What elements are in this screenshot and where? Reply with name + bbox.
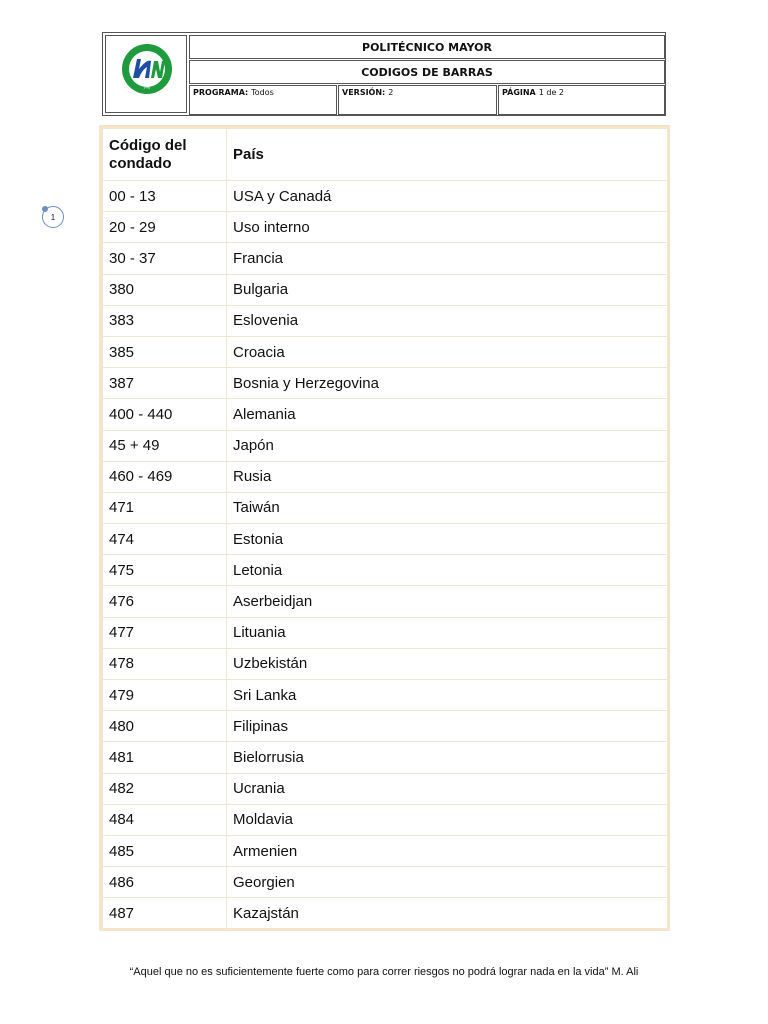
table-row	[103, 243, 668, 274]
country-cell: Uzbekistán	[227, 648, 668, 679]
table-row	[103, 680, 668, 711]
country-cell: Alemania	[227, 399, 668, 430]
code-cell: 480	[103, 711, 227, 742]
code-cell: 474	[103, 524, 227, 555]
footer-quote: “Aquel que no es suficientemente fuerte como para correr riesgos no podrá lograr nada en la vida” M. Ali	[129, 966, 639, 978]
logo-cell	[105, 35, 187, 113]
programa-label: PROGRAMA:	[193, 88, 249, 97]
table-row	[103, 399, 668, 430]
country-cell: Francia	[227, 243, 668, 274]
country-cell: Moldavia	[227, 804, 668, 835]
table-row	[103, 305, 668, 336]
country-cell: Bosnia y Herzegovina	[227, 368, 668, 399]
comment-dot-icon	[42, 206, 48, 212]
document-subtitle: CODIGOS DE BARRAS	[189, 60, 665, 84]
svg-text:PM: PM	[144, 85, 150, 90]
comment-number: 1	[50, 212, 56, 222]
code-cell: 45 + 49	[103, 430, 227, 461]
country-cell: Uso interno	[227, 212, 668, 243]
country-cell: Eslovenia	[227, 305, 668, 336]
code-cell: 460 - 469	[103, 461, 227, 492]
code-cell: 484	[103, 804, 227, 835]
code-cell: 476	[103, 586, 227, 617]
code-cell: 20 - 29	[103, 212, 227, 243]
code-cell: 478	[103, 648, 227, 679]
country-code-table	[99, 125, 670, 931]
country-cell: Bielorrusia	[227, 742, 668, 773]
column-header-code: Código del condado	[103, 129, 227, 181]
table-row	[103, 336, 668, 367]
country-cell: Rusia	[227, 461, 668, 492]
country-cell: Armenien	[227, 835, 668, 866]
country-cell: Estonia	[227, 524, 668, 555]
table-row	[103, 524, 668, 555]
programa-cell	[189, 85, 337, 115]
comment-marker[interactable]	[42, 206, 64, 228]
table-row	[103, 898, 668, 929]
table-row	[103, 648, 668, 679]
table-row	[103, 617, 668, 648]
pagina-value: 1 de 2	[538, 88, 565, 97]
code-cell: 482	[103, 773, 227, 804]
document-title: POLITÉCNICO MAYOR	[189, 35, 665, 59]
code-cell: 477	[103, 617, 227, 648]
code-cell: 481	[103, 742, 227, 773]
country-cell: Aserbeidjan	[227, 586, 668, 617]
country-cell: USA y Canadá	[227, 181, 668, 212]
country-cell: Letonia	[227, 555, 668, 586]
pagina-cell	[498, 85, 665, 115]
country-cell: Filipinas	[227, 711, 668, 742]
table-row	[103, 773, 668, 804]
country-cell: Georgien	[227, 867, 668, 898]
code-cell: 475	[103, 555, 227, 586]
document-header	[102, 32, 666, 116]
code-cell: 387	[103, 368, 227, 399]
column-header-country: País	[227, 129, 668, 181]
version-value: 2	[388, 88, 394, 97]
country-cell: Bulgaria	[227, 274, 668, 305]
table-row	[103, 368, 668, 399]
country-cell: Croacia	[227, 336, 668, 367]
code-cell: 30 - 37	[103, 243, 227, 274]
table-row	[103, 212, 668, 243]
table-row	[103, 835, 668, 866]
table-row	[103, 492, 668, 523]
version-label: VERSIÓN:	[342, 88, 386, 97]
code-cell: 380	[103, 274, 227, 305]
table-header-row	[103, 129, 668, 181]
table-row	[103, 804, 668, 835]
country-cell: Sri Lanka	[227, 680, 668, 711]
code-cell: 00 - 13	[103, 181, 227, 212]
country-cell: Taiwán	[227, 492, 668, 523]
table-row	[103, 742, 668, 773]
programa-value: Todos	[251, 88, 274, 97]
code-cell: 385	[103, 336, 227, 367]
country-cell: Japón	[227, 430, 668, 461]
table-row	[103, 274, 668, 305]
table-row	[103, 461, 668, 492]
country-cell: Lituania	[227, 617, 668, 648]
version-cell	[338, 85, 497, 115]
code-cell: 479	[103, 680, 227, 711]
code-cell: 486	[103, 867, 227, 898]
code-cell: 383	[103, 305, 227, 336]
pagina-label: PÁGINA	[502, 88, 536, 97]
code-cell: 485	[103, 835, 227, 866]
table-row	[103, 181, 668, 212]
code-cell: 487	[103, 898, 227, 929]
table-row	[103, 711, 668, 742]
country-cell: Kazajstán	[227, 898, 668, 929]
table-row	[103, 586, 668, 617]
politecnico-mayor-logo	[120, 42, 174, 96]
table-row	[103, 867, 668, 898]
table-row	[103, 555, 668, 586]
code-cell: 471	[103, 492, 227, 523]
country-cell: Ucrania	[227, 773, 668, 804]
table-row	[103, 430, 668, 461]
code-cell: 400 - 440	[103, 399, 227, 430]
